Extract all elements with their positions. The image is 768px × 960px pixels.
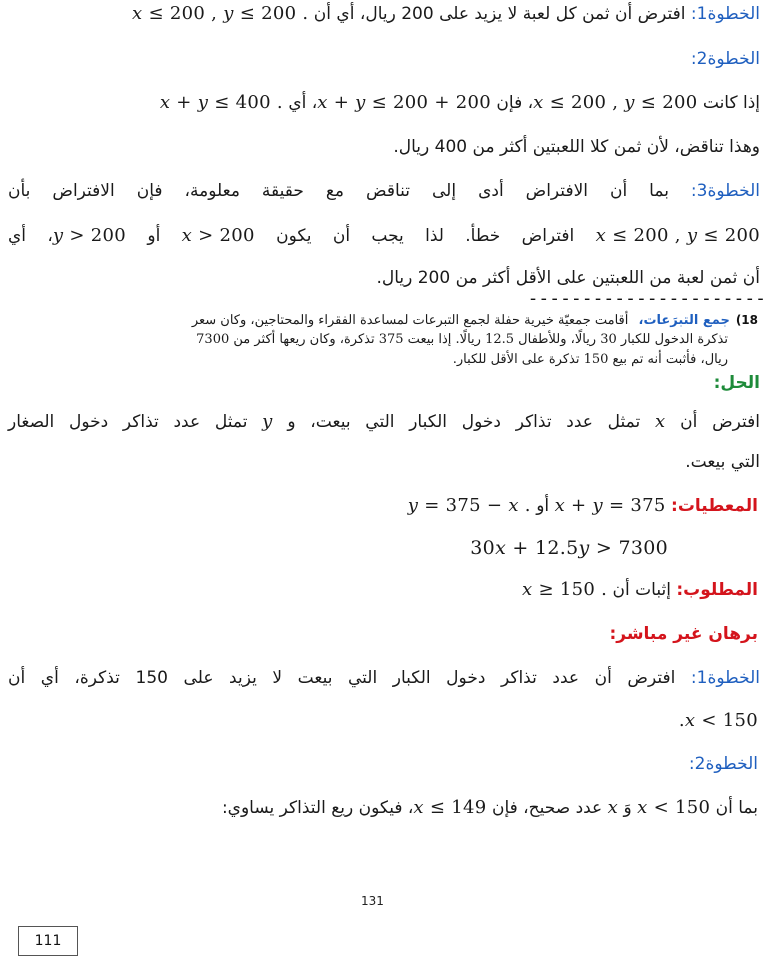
step1-text: افترض أن ثمن كل لعبة لا يزيد على 200 ريال، أي أن	[308, 4, 691, 24]
proof-step2-math-3: x ≤ 149	[413, 797, 487, 818]
solution-label: الحل:	[713, 373, 760, 393]
givens-label: المعطيات:	[671, 496, 758, 516]
step2-math-2: x + y ≤ 200 + 200	[317, 92, 491, 113]
indirect-proof-title-line	[8, 622, 758, 646]
proof-step2-math-2: x	[607, 797, 619, 818]
problem-text-1: أقامت جمعيّة خيرية حفلة لجمع التبرعات لمساعدة الفقراء والمحتاجين، وكان سعر	[191, 313, 633, 328]
problem-line3: ريال، فأثبت أنه تم بيع 150 تذكرة على الأقل للكبار.	[452, 352, 728, 367]
problem-line2: تذكرة الدخول للكبار 30 ريالًا، وللأطفال 12.5 ريالًا. إذا بيعت 375 تذكرة، وكان ريعها أكثر من 7300	[196, 332, 728, 347]
required-math: x ≥ 150 .	[521, 579, 608, 600]
required-line	[8, 578, 758, 602]
step3-label: الخطوة3:	[690, 181, 760, 201]
step3-line2	[8, 224, 760, 248]
assume-line1	[8, 410, 760, 434]
proof-step2-mid2: عدد صحيح، فإن	[486, 798, 608, 818]
step3-or: أو	[126, 226, 182, 246]
proof-step2-mid1: وَ	[618, 798, 638, 818]
step3-text: بما أن الافتراض أدى إلى تناقض مع حقيقة معلومة، فإن الافتراض بأن	[8, 181, 691, 201]
step3-math-assumption: x ≤ 200 , y ≤ 200	[595, 225, 760, 246]
step2-line1	[8, 91, 760, 115]
step1-line	[8, 2, 760, 26]
step2-line2: وهذا تناقض، لأن ثمن كلا اللعبتين أكثر من 400 ريال.	[393, 137, 760, 157]
step1-label: الخطوة1:	[690, 4, 760, 24]
givens-inequality: 30x + 12.5y > 7300	[470, 537, 668, 559]
problem-line1	[10, 311, 758, 330]
step3-post: ، أي	[8, 226, 53, 246]
proof-step1-line2	[8, 709, 758, 733]
problem-heading: جمع التبرَعات،	[638, 313, 730, 328]
proof-step2-label-line	[8, 752, 758, 776]
step2-pre: إذا كانت	[697, 93, 760, 113]
page-number: 131	[361, 894, 384, 908]
step3-line1	[8, 179, 760, 203]
problem-number: 18)	[735, 313, 758, 327]
proof-step2-math-1: x < 150	[637, 797, 711, 818]
step2-label: الخطوة2:	[690, 49, 760, 69]
assume-line2: التي بيعت.	[685, 452, 760, 472]
proof-step2-pre: بما أن	[710, 798, 758, 818]
assume-text-1: افترض أن x تمثل عدد تذاكر دخول الكبار التي بيعت، و y تمثل عدد تذاكر دخول الصغار	[8, 411, 760, 432]
step2-mid2: ، أي	[282, 93, 318, 113]
step2-math-1: x ≤ 200 , y ≤ 200	[533, 92, 698, 113]
indirect-proof-title: برهان غير مباشر:	[609, 624, 758, 644]
step2-label-line	[8, 47, 760, 71]
step3-line2-pre: افتراض خطأ. لذا يجب أن يكون	[254, 226, 596, 246]
step2-math-3: x + y ≤ 400 .	[159, 92, 283, 113]
page-box-number: 111	[18, 926, 78, 956]
required-text: إثبات أن	[607, 580, 677, 600]
givens-ineq-line	[8, 536, 668, 561]
proof-step2-line	[8, 796, 758, 820]
proof-step1-line1	[8, 666, 760, 690]
solution-label-line	[8, 371, 760, 395]
givens-eq2: y = 375 − x .	[407, 495, 531, 516]
step3-math-x: x > 200	[181, 225, 255, 246]
dashed-divider: ----------------------	[527, 288, 766, 309]
proof-step1-text: افترض أن عدد تذاكر دخول الكبار التي بيعت لا يزيد على 150 تذكرة، أي أن	[8, 668, 691, 688]
proof-step2-label: الخطوة2:	[688, 754, 758, 774]
proof-step1-math: .x < 150	[678, 710, 758, 731]
givens-line	[8, 494, 758, 518]
step3-line3: أن ثمن لعبة من اللعبتين على الأقل أكثر من 200 ريال.	[376, 268, 760, 288]
proof-step2-post: ، فيكون ريع التذاكر يساوي:	[221, 798, 414, 818]
required-label: المطلوب:	[676, 580, 758, 600]
proof-step1-label: الخطوة1:	[690, 668, 760, 688]
step2-mid1: ، فإن	[491, 93, 534, 113]
step1-math: x ≤ 200 , y ≤ 200 .	[131, 3, 309, 24]
givens-or: أو	[530, 496, 555, 516]
step3-math-y: y > 200	[52, 225, 127, 246]
givens-eq1: x + y = 375	[554, 495, 666, 516]
